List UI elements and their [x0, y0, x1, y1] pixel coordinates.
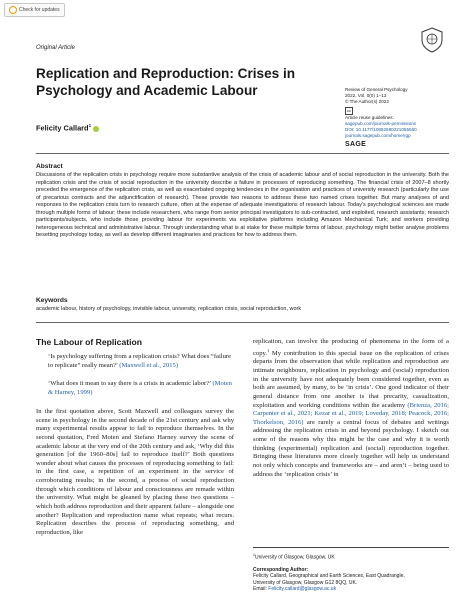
article-title: Replication and Reproduction: Crises in Psychology and Academic Labour — [36, 66, 296, 98]
journal-homepage-link[interactable]: journals.sagepub.com/home/rgp — [345, 133, 411, 139]
divider — [36, 322, 449, 323]
doi-link[interactable]: DOI: 10.1177/10892680221055660 — [345, 127, 417, 133]
journal-volume: 2022, Vol. 0(0) 1–13 — [345, 93, 387, 99]
abstract-text: Discussions of the replication crisis in psychology require more substantive analysis of the crisis of academic labour and of social reproduction in the university. Both the replication crisis and the crisis of social reproduction in the university describe a failure in processes of reproducing something. The financial crisis of 2007–8 shortly preceded the emergence of the replication crisis, as well as exacerbated ongoing tendencies in the organisation and practices of university research (particularly the use of precarious contracts and the adjunctification of research). These provide two reasons to address these two named crises together. But many analyses of and responses to the replication crisis turn to research culture, often at the expense of adequate investigations of research labour. Today's psychological sciences are made through multiple forms of labour: these include researchers, who range from senior principal investigators to sub-contracted, and exploited, research assistants; research participants/subjects, who include those providing labour for experiments via exploitative platforms including Amazon Mechanical Turk; and workers providing heterogeneous technical and administrative labour. Through understanding what is at stake for these multiple forms of labour, psychology might better analyse problems besetting psychology today, as well as develop different imaginaries and practices for how to address them. — [36, 172, 449, 238]
divider — [36, 153, 449, 154]
epigraph-quote-2: ‘What does it mean to say there is a crisis in academic labor?’ (Moten & Harney, 1999) — [48, 380, 232, 396]
publisher-logo: SAGE — [345, 140, 367, 148]
author-line: Felicity Callard$^1$ — [36, 123, 99, 132]
reuse-link[interactable]: sagepub.com/journals-permissions — [345, 121, 416, 127]
keywords-heading: Keywords — [36, 297, 68, 304]
cc-license-badge[interactable]: cc — [345, 107, 353, 115]
body-text-right-column: replication, can involve the producing of phenomena in the form of a copy.$^1$ My contribution to this special issue on the replication of crises departs from the observation that while replication and reproduction are intimate neighbours, replication in psychology and (social) reproduction in the university have not adequately been considered together, even as both are assumed, by many, to be ‘in crisis’. One good indicator of their general distance from one another is that precarity, casualization, exploitation and working conditions within the academy (Brienza, 2016; Carpenter et al., 2021; Kezar et al., 2019; Loveday, 2018; Peacock, 2016; Thorkelson, 2016) are rarely a central focus of debates and writings addressing the replication crisis in and beyond psychology. I sketch out some of the reasons why this might be the case and why it is worth thinking (experimental) replication and (social) reproduction together. Bringing these literatures more closely together will help us understand not only which concepts and frameworks are – and aren’t – being used to address the ‘replication crisis’ in — [253, 338, 450, 478]
body-text-left-column: In the first quotation above, Scott Maxwell and colleagues survey the scene in psychology in the second decade of the 21st century and ask why many experimental results appear to fail to reproduce themselves. In the second quotation, Fred Moten and Stefano Harney survey the scene of academic labour at the very end of the 20th century and ask, ‘Why did this generation [of the 1960–80s] fail to reproduce itself?’ Both questions wonder about what causes the processes of reproducing something to fail: in the first case, a repetition of an experiment in the service of corroborating results; in the second, a process of social reproduction through which conditions of labour and consciousness are remade within the university. What might be gleaned by placing these two questions – which both address reproduction and their apparent failure – alongside one another? Replication and reproduction name what repeats; what recurs. Replication describes the process of reproducing something, and reproduction, like — [36, 408, 234, 536]
article-type-label: Original Article — [36, 45, 75, 51]
update-icon — [9, 6, 17, 14]
affiliation: $^1$University of Glasgow, Glasgow, UK — [253, 553, 335, 561]
copyright: © The Author(s) 2022 — [345, 99, 389, 105]
footnote-divider — [253, 547, 449, 548]
author-name[interactable]: Felicity Callard — [36, 123, 89, 133]
corresponding-author: Corresponding Author: Felicity Callard, Geographical and Earth Sciences, East Quadrangle, University of Glasgow, Glasgow G12 8QQ, UK. Email: Felicity.callard@glasgow.ac.uk — [253, 567, 405, 593]
check-for-updates-badge[interactable]: Check for updates — [4, 3, 65, 17]
reuse-label: Article reuse guidelines: — [345, 114, 394, 120]
email-link[interactable]: Felicity.callard@glasgow.ac.uk — [268, 586, 337, 593]
keywords-text: academic labour, history of psychology, invisible labour, university, replication crisis, social reproduction, work — [36, 306, 302, 312]
orcid-icon[interactable] — [93, 126, 99, 132]
citation-link[interactable]: (Moten & Harney, 1999) — [48, 380, 232, 396]
section-heading: The Labour of Replication — [36, 337, 142, 347]
society-emblem-icon — [420, 27, 444, 53]
journal-name: Review of General Psychology — [345, 87, 408, 92]
citation-link[interactable]: (Brienza, 2016; Carpenter et al., 2021; Kezar et al., 2019; Loveday, 2018; Peacock, 2016; Thorkelson, 2016) — [253, 401, 450, 426]
abstract-heading: Abstract — [36, 163, 63, 170]
citation-link[interactable]: (Maxwell et al., 2015) — [119, 361, 179, 369]
journal-metadata — [345, 87, 455, 148]
epigraph-quote-1: ‘Is psychology suffering from a replication crisis? What does “failure to replicate” really mean?’ (Maxwell et al., 2015) — [48, 353, 232, 369]
